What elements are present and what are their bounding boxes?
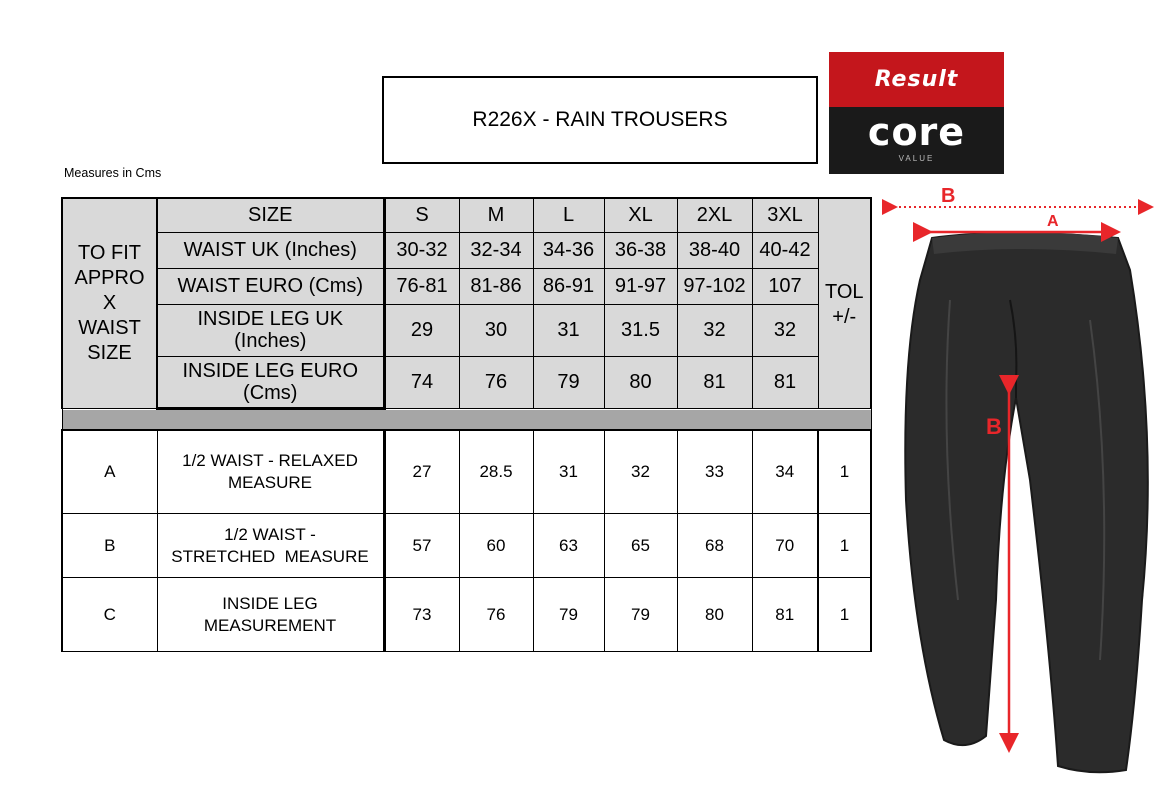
logo-core-text: core <box>867 110 966 154</box>
measurement-row-b <box>62 514 871 578</box>
measurement-tol: 1 <box>818 578 871 652</box>
size-3xl: 3XL <box>752 198 818 232</box>
waist-uk-value: 34-36 <box>533 232 604 268</box>
waist-euro-value: 107 <box>752 268 818 304</box>
measurement-row-a <box>62 430 871 514</box>
size-label: SIZE <box>157 198 384 232</box>
label-a: A <box>1047 213 1059 230</box>
measurement-value: 60 <box>459 514 533 578</box>
measurement-value: 79 <box>533 578 604 652</box>
trousers-diagram <box>880 180 1172 800</box>
measurement-desc <box>157 430 384 514</box>
tolerance-label <box>818 198 871 408</box>
product-title: R226X - RAIN TROUSERS <box>382 76 818 164</box>
measurement-value: 31 <box>533 430 604 514</box>
waist-uk-row <box>62 232 871 268</box>
inside-leg-uk-value: 31 <box>533 304 604 356</box>
label-b-side: B <box>986 414 1002 439</box>
waist-uk-value: 38-40 <box>677 232 752 268</box>
inside-leg-euro-row <box>62 356 871 408</box>
inside-leg-euro-value: 81 <box>677 356 752 408</box>
inside-leg-uk-value: 32 <box>677 304 752 356</box>
measurement-value: 28.5 <box>459 430 533 514</box>
waist-euro-value: 97-102 <box>677 268 752 304</box>
brand-logo <box>829 52 1004 174</box>
measurement-code: A <box>62 430 157 514</box>
label-line: (Inches) <box>234 330 307 352</box>
measurement-value: 76 <box>459 578 533 652</box>
waist-uk-label: WAIST UK (Inches) <box>157 232 384 268</box>
waist-uk-value: 40-42 <box>752 232 818 268</box>
inside-leg-uk-value: 31.5 <box>604 304 677 356</box>
waist-euro-row <box>62 268 871 304</box>
waist-uk-value: 36-38 <box>604 232 677 268</box>
size-chart-table <box>61 197 872 652</box>
inside-leg-euro-value: 79 <box>533 356 604 408</box>
measures-note: Measures in Cms <box>64 166 162 180</box>
measurement-value: 63 <box>533 514 604 578</box>
separator-bar <box>62 408 871 430</box>
measurement-value: 27 <box>384 430 459 514</box>
desc-line: STRETCHED MEASURE <box>171 546 369 566</box>
inside-leg-euro-value: 76 <box>459 356 533 408</box>
inside-leg-euro-value: 80 <box>604 356 677 408</box>
fit-line: X <box>102 291 117 314</box>
measurement-code: B <box>62 514 157 578</box>
measurement-code: C <box>62 578 157 652</box>
inside-leg-uk-value: 29 <box>384 304 459 356</box>
tol-line: TOL <box>824 281 864 304</box>
logo-value-text: VALUE <box>898 154 935 163</box>
size-m: M <box>459 198 533 232</box>
logo-red-band <box>829 52 1004 107</box>
waist-uk-value: 30-32 <box>384 232 459 268</box>
measurement-tol: 1 <box>818 430 871 514</box>
waist-euro-value: 76-81 <box>384 268 459 304</box>
inside-leg-uk-label <box>157 304 384 356</box>
separator-row <box>62 408 871 430</box>
measurement-value: 73 <box>384 578 459 652</box>
size-l: L <box>533 198 604 232</box>
to-fit-label <box>62 198 157 408</box>
desc-line: MEASURE <box>227 472 313 492</box>
measurement-desc <box>157 514 384 578</box>
label-line: INSIDE LEG UK <box>197 308 344 330</box>
fit-line: WAIST <box>78 316 141 339</box>
fit-line: SIZE <box>87 341 132 364</box>
measurement-value: 68 <box>677 514 752 578</box>
fit-line: APPRO <box>74 266 145 289</box>
label-b-top: B <box>941 185 956 207</box>
measurement-value: 34 <box>752 430 818 514</box>
measurement-value: 70 <box>752 514 818 578</box>
desc-line: INSIDE LEG <box>222 593 318 613</box>
measurement-row-c <box>62 578 871 652</box>
measurement-tol: 1 <box>818 514 871 578</box>
inside-leg-uk-value: 32 <box>752 304 818 356</box>
waist-euro-value: 91-97 <box>604 268 677 304</box>
size-xl: XL <box>604 198 677 232</box>
label-line: (Cms) <box>243 381 298 404</box>
inside-leg-uk-row <box>62 304 871 356</box>
desc-line: 1/2 WAIST - <box>224 524 316 544</box>
label-line: INSIDE LEG EURO <box>182 359 359 382</box>
measurement-value: 32 <box>604 430 677 514</box>
waist-euro-value: 81-86 <box>459 268 533 304</box>
measurement-value: 57 <box>384 514 459 578</box>
desc-line: MEASUREMENT <box>203 615 337 635</box>
logo-result-text: Result <box>874 67 959 92</box>
waist-euro-label: WAIST EURO (Cms) <box>157 268 384 304</box>
desc-line: 1/2 WAIST - RELAXED <box>182 450 358 470</box>
measurement-desc <box>157 578 384 652</box>
size-row <box>62 198 871 232</box>
inside-leg-euro-value: 81 <box>752 356 818 408</box>
waist-euro-value: 86-91 <box>533 268 604 304</box>
measurement-value: 81 <box>752 578 818 652</box>
inside-leg-euro-label <box>157 356 384 408</box>
measurement-value: 65 <box>604 514 677 578</box>
measurement-value: 79 <box>604 578 677 652</box>
fit-line: TO FIT <box>78 241 141 264</box>
size-2xl: 2XL <box>677 198 752 232</box>
waist-uk-value: 32-34 <box>459 232 533 268</box>
measurement-value: 33 <box>677 430 752 514</box>
inside-leg-euro-value: 74 <box>384 356 459 408</box>
inside-leg-uk-value: 30 <box>459 304 533 356</box>
size-s: S <box>384 198 459 232</box>
trousers-image <box>905 233 1148 772</box>
tol-line: +/- <box>832 306 857 329</box>
measurement-value: 80 <box>677 578 752 652</box>
